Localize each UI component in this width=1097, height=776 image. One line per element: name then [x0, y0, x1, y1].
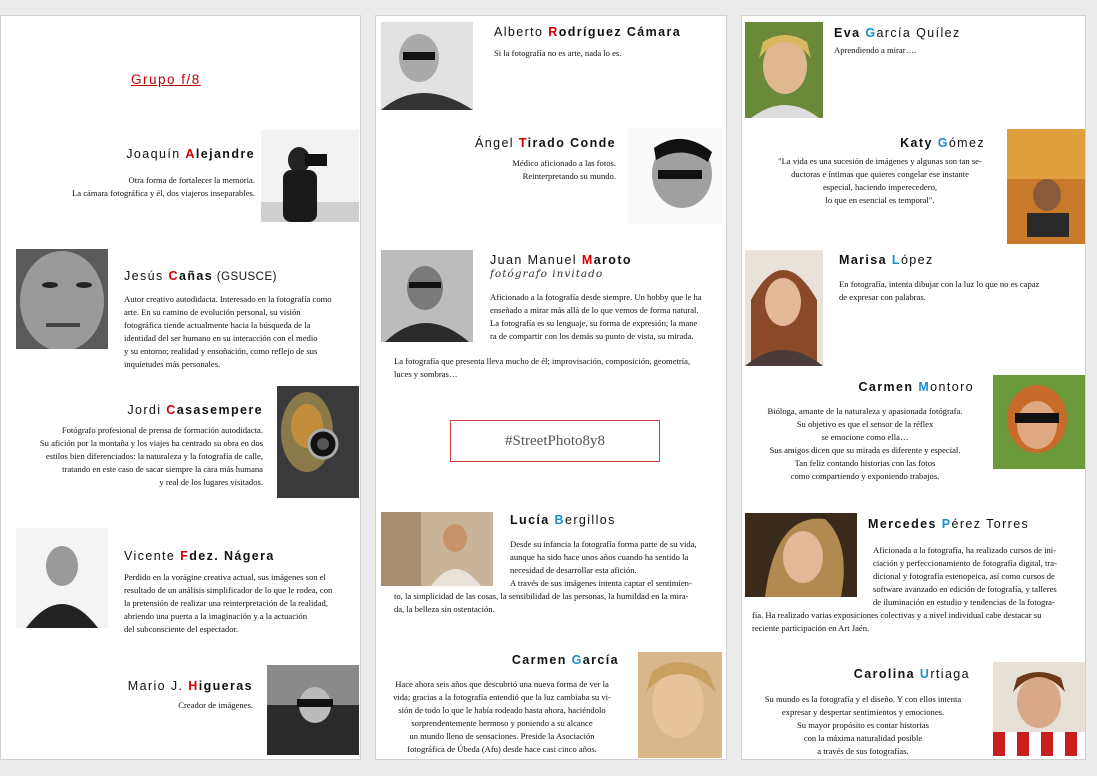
bio-bergillos — [510, 538, 697, 590]
bio-lopez — [839, 278, 1039, 304]
bio-line: fotográfica tiende actualmente hacia la búsqueda de la — [124, 320, 311, 330]
group-title: Grupo f/8 — [131, 72, 201, 87]
photographer-name-gomez: Katy Gómez — [900, 136, 985, 150]
bio-line: fotográfica de Úbeda (Afu) desde hace casi cinco años. — [407, 744, 597, 754]
bio-line: dicional y fotografía estenopeica, así como cursos de — [873, 571, 1055, 581]
bio-bergillos-continued — [394, 590, 689, 616]
bio-canas — [124, 293, 332, 371]
bio-line: Aficionado a la fotografía desde siempre. Un hobby que le ha — [490, 292, 702, 302]
bio-line: un mundo lleno de sensaciones. Preside la Asociación — [409, 731, 595, 741]
bio-line: to, la simplicidad de las cosas, la sensibilidad de las personas, la humildad en la mira- — [394, 591, 689, 601]
bio-line: La cámara fotográfica y él, dos viajeros inseparables. — [71, 188, 255, 198]
portrait-maroto — [381, 250, 473, 342]
bio-line: software avanzado en edición de fotografía, y talleres — [873, 584, 1057, 594]
bio-garcia — [386, 678, 618, 756]
bio-line: y su entorno; realidad y ensoñación, como reflejo de sus — [124, 346, 318, 356]
bio-line: Hace ahora seis años que descubrió una nueva forma de ver la — [395, 679, 609, 689]
bio-line: estilos bien diferenciados: la naturaleza y la fotografía de calle, — [45, 451, 263, 461]
portrait-casasempere — [277, 386, 359, 498]
hashtag-box: #StreetPhoto8y8 — [450, 420, 660, 462]
bio-line: y real de los lugares visitados. — [159, 477, 263, 487]
bio-line: Su mundo es la fotografía y el diseño. Y con ellos intenta — [764, 694, 962, 704]
bio-line: luces y sombras… — [394, 369, 458, 379]
bio-tirado — [512, 157, 616, 183]
bio-line: de iluminación en estudio y tendencias de la fotogra- — [873, 597, 1055, 607]
bio-perez-continued — [752, 609, 1041, 635]
bio-quilez — [834, 44, 916, 57]
bio-line: Tan feliz contando historias con las fotos — [794, 458, 936, 468]
bio-higueras — [178, 699, 253, 712]
bio-line: Sus amigos dicen que su mirada es diferente y especial. — [769, 445, 961, 455]
photographer-name-nagera: Vicente Fdez. Nágera — [124, 549, 275, 563]
bio-line: sión de todo lo que le había rodeado hasta ahora, haciéndolo — [398, 705, 606, 715]
photographer-name-casasempere: Jordi Casasempere — [127, 403, 263, 417]
panel-right — [741, 15, 1086, 760]
subtitle-maroto: fotógrafo invitado — [490, 268, 604, 280]
bio-alejandre — [72, 174, 255, 200]
bio-line: como compartiendo y exponiendo trabajos. — [790, 471, 940, 481]
portrait-tirado — [628, 128, 722, 224]
portrait-alejandre — [261, 130, 359, 222]
bio-line: Otra forma de fortalecer la memoria. — [128, 175, 255, 185]
photographer-name-canas: Jesús Cañas (GSUSCE) — [124, 269, 277, 283]
bio-gomez — [762, 155, 998, 207]
photographer-name-higueras: Mario J. Higueras — [127, 679, 253, 693]
bio-line: identidad del ser humano en su interacción con el medio — [124, 333, 318, 343]
photographer-name-garcia: Carmen García — [511, 653, 619, 667]
bio-line: Reinterpretando su mundo. — [522, 171, 616, 181]
portrait-lopez — [745, 250, 823, 366]
photographer-name-lopez: Marisa López — [839, 253, 934, 267]
bio-line: La fotografía es su lenguaje, su forma de expresión; la mane — [490, 318, 698, 328]
bio-maroto-continued — [394, 355, 690, 381]
bio-line: tratando en este caso de sacar siempre la cara más humana — [62, 464, 263, 474]
bio-line: especial, haciendo imperecedero, — [822, 182, 938, 192]
bio-line: enseñado a mirar más allá de lo que vemos de forma natural. — [490, 305, 699, 315]
bio-line: la pretensión de realizar una reinterpretación de la realidad, — [124, 598, 328, 608]
bio-line: "La vida es una sucesión de imágenes y algunas son tan se- — [778, 156, 982, 166]
bio-line: del subconsciente del espectador. — [124, 624, 239, 634]
bio-line: Su objetivo es que el sensor de la réflex — [796, 419, 934, 429]
photographer-name-maroto: Juan Manuel Maroto — [490, 253, 632, 267]
photographer-name-quilez: Eva García Quílez — [834, 26, 961, 40]
bio-line: abriendo una puerta a la imaginación y a la actuación — [124, 611, 308, 621]
bio-casasempere — [40, 424, 263, 489]
bio-nagera — [124, 571, 332, 636]
portrait-higueras — [267, 665, 359, 755]
bio-line: vida; gracias a la fotografía entendió que la luz cambiaba su vi- — [393, 692, 611, 702]
bio-line: Su afición por la montaña y los viajes ha centrado su obra en dos — [39, 438, 263, 448]
bio-line: inquietudes más personales. — [124, 359, 221, 369]
photographer-name-alejandre: Joaquín Alejandre — [126, 147, 255, 161]
bio-line: fía. Ha realizado varias exposiciones colectivas y a nivel individual cabe destacar su — [752, 610, 1042, 620]
bio-line: arte. En su camino de evolución personal, su visión — [124, 307, 301, 317]
bio-line: sorprendentemente hermoso y poniendo a su alcance — [411, 718, 593, 728]
bio-line: da, la belleza sin ostentación. — [394, 604, 495, 614]
bio-line: Bióloga, amante de la naturaleza y apasionada fotógrafa. — [767, 406, 963, 416]
photographer-name-rodriguez: Alberto Rodríguez Cámara — [494, 25, 682, 39]
bio-rodriguez — [494, 47, 621, 60]
bio-line: ciación y perfeccionamiento de fotografía digital, tra- — [873, 558, 1057, 568]
photographer-name-montoro: Carmen Montoro — [858, 380, 974, 394]
bio-line: lo que en esencial es temporal". — [825, 195, 935, 205]
photographer-name-tirado: Ángel Tirado Conde — [475, 136, 616, 150]
bio-line: reciente participación en Art Jaén. — [752, 623, 870, 633]
portrait-montoro — [993, 375, 1085, 469]
bio-maroto — [490, 291, 702, 343]
bio-urtiaga — [752, 693, 974, 758]
bio-line: resultado de un análisis simplificador de lo que le rodea, con — [124, 585, 333, 595]
bio-perez — [873, 544, 1057, 609]
bio-line: Autor creativo autodidacta. Interesado en la fotografía como — [124, 294, 332, 304]
bio-line: Creador de imágenes. — [178, 700, 253, 710]
portrait-bergillos — [381, 512, 493, 586]
bio-line: Perdido en la vorágine creativa actual, sus imágenes son el — [124, 572, 326, 582]
bio-line: a través de sus fotografías. — [817, 746, 909, 756]
bio-line: de expresar con palabras. — [839, 292, 926, 302]
portrait-quilez — [745, 22, 823, 118]
portrait-perez — [745, 513, 857, 597]
bio-line: En fotografía, intenta dibujar con la luz lo que no es capaz — [839, 279, 1040, 289]
portrait-garcia — [638, 652, 722, 758]
bio-line: Su mayor propósito es contar historias — [797, 720, 929, 730]
portrait-gomez — [1007, 129, 1085, 244]
bio-line: Aprendiendo a mirar…. — [834, 45, 917, 55]
bio-line: Médico aficionado a las fotos. — [512, 158, 616, 168]
bio-line: Aficionada a la fotografía, ha realizado cursos de ini- — [873, 545, 1057, 555]
portrait-nagera — [16, 528, 108, 628]
bio-line: La fotografía que presenta lleva mucho de él; improvisación, composición, geometría, — [394, 356, 691, 366]
photographer-name-urtiaga: Carolina Urtiaga — [853, 667, 970, 681]
bio-line: se emocione como ella… — [821, 432, 909, 442]
panel-left — [0, 15, 361, 760]
bio-line: aunque ha sido hace unos años cuando ha sentido la — [510, 552, 689, 562]
bio-line: Fotógrafo profesional de prensa de formación autodidacta. — [61, 425, 263, 435]
bio-line: Si la fotografía no es arte, nada lo es. — [494, 48, 622, 58]
bio-line: Desde su infancia la fotografía forma parte de su vida, — [510, 539, 697, 549]
bio-line: con la máxima naturalidad posible — [803, 733, 923, 743]
bio-montoro — [752, 405, 978, 483]
portrait-canas — [16, 249, 108, 349]
photographer-name-bergillos: Lucía Bergillos — [510, 513, 616, 527]
portrait-urtiaga — [993, 662, 1085, 756]
bio-line: ra de compartir con los demás su punto de vista, su mirada. — [490, 331, 694, 341]
bio-line: expresar y despertar sentimientos y emociones. — [781, 707, 945, 717]
bio-line: necesidad de desarrollar esta afición. — [510, 565, 637, 575]
panel-middle — [375, 15, 727, 760]
photographer-name-perez: Mercedes Pérez Torres — [868, 517, 1030, 531]
bio-line: ductoras e íntimas que quieres congelar ese instante — [791, 169, 969, 179]
portrait-rodriguez — [381, 22, 473, 110]
bio-line: A través de sus imágenes intenta captar el sentimien- — [510, 578, 692, 588]
